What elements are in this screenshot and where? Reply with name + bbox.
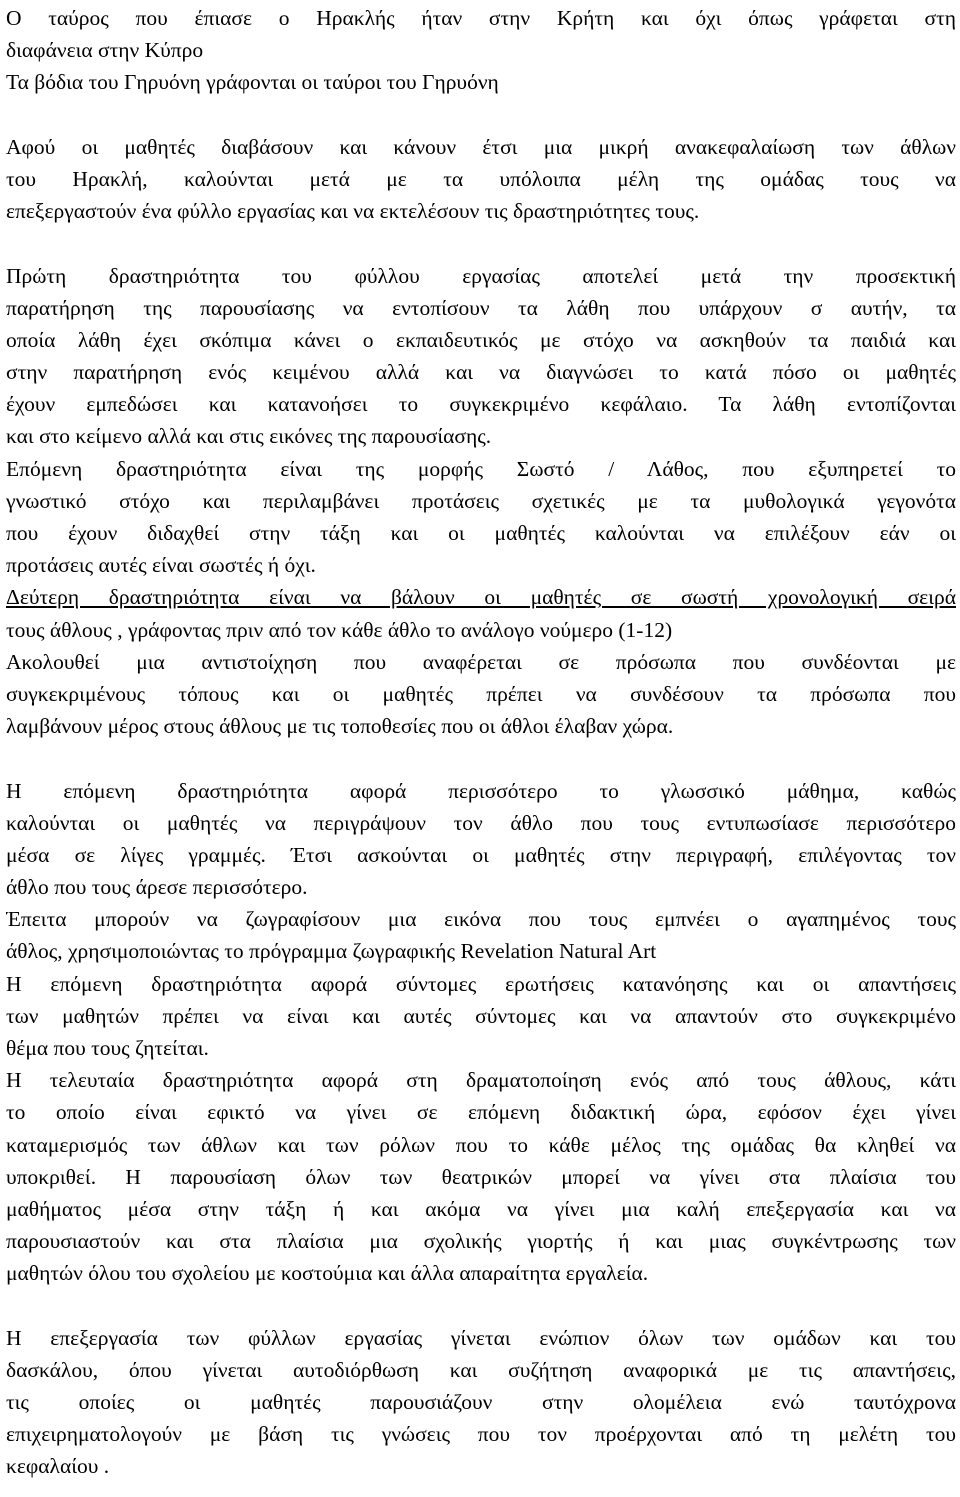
text-line: λαμβάνουν μέρος στους άθλους με τις τοποθεσίες που οι άθλοι έλαβαν χώρα. <box>6 714 674 739</box>
language-activities-paragraph <box>6 775 956 1290</box>
text-line: μαθητών όλου του σχολείου με κοστούμια και άλλα απαραίτητα εργαλεία. <box>6 1261 649 1286</box>
intro-paragraph <box>6 131 956 228</box>
text-line: υποκριθεί. Η παρουσίαση όλων των θεατρικών μπορεί να γίνει στα πλαίσια του <box>6 1164 956 1189</box>
text-line: μέσα σε λίγες γραμμές. Έτσι ασκούνται οι μαθητές στην περιγραφή, επιλέγοντας τον <box>6 842 956 867</box>
text-line: επεξεργαστούν ένα φύλλο εργασίας και να εκτελέσουν τις δραστηριότητες τους. <box>6 199 700 224</box>
text-line: παρουσιαστούν και στα πλαίσια μια σχολικής γιορτής ή και μιας συγκέντρωσης των <box>6 1229 956 1254</box>
text-line: καλούνται οι μαθητές να περιγράψουν τον άθλο που τους εντυπωσίασε περισσότερο <box>6 810 956 835</box>
text-line: δασκάλου, όπου γίνεται αυτοδιόρθωση και συζήτηση αναφορικά με τις απαντήσεις, <box>6 1357 956 1382</box>
text-line: Πρώτη δραστηριότητα του φύλλου εργασίας αποτελεί μετά την προσεκτική <box>6 263 956 288</box>
text-line: το οποίο είναι εφικτό να γίνει σε επόμενη διδακτική ώρα, εφόσον έχει γίνει <box>6 1100 956 1125</box>
text-line: Τα βόδια του Γηρυόνη γράφονται οι ταύροι του Γηρυόνη <box>6 70 499 95</box>
text-line: των μαθητών πρέπει να είναι και αυτές σύντομες και να απαντούν στο συγκεκριμένο <box>6 1003 956 1028</box>
text-line: προτάσεις αυτές είναι σωστές ή όχι. <box>6 553 316 578</box>
text-line: Ακολουθεί μια αντιστοίχηση που αναφέρεται σε πρόσωπα που συνδέονται με <box>6 649 956 674</box>
text-line: τις οποίες οι μαθητές παρουσιάζουν στην ολομέλεια ενώ ταυτόχρονα <box>6 1390 956 1415</box>
paragraph-gap <box>6 742 956 774</box>
paragraph-gap <box>6 99 956 131</box>
text-line: στην παρατήρηση ενός κειμένου αλλά και να διαγνώσει το κατά πόσο οι μαθητές <box>6 360 956 385</box>
text-line: Η επόμενη δραστηριότητα αφορά σύντομες ερωτήσεις κατανόησης και οι απαντήσεις <box>6 971 956 996</box>
text-line: διαφάνεια στην Κύπρο <box>6 38 204 63</box>
text-line: καταμερισμός των άθλων και των ρόλων που το κάθε μέλος της ομάδας θα κληθεί να <box>6 1132 956 1157</box>
text-line: παρατήρηση της παρουσίασης να εντοπίσουν τα λάθη που υπάρχουν σ αυτήν, τα <box>6 295 956 320</box>
text-line: Αφού οι μαθητές διαβάσουν και κάνουν έτσι μια μικρή ανακεφαλαίωση των άθλων <box>6 134 956 159</box>
text-line: επιχειρηματολογούν με βάση τις γνώσεις που τον προέρχονται από τη μελέτη του <box>6 1422 956 1447</box>
text-line: γνωστικό στόχο και περιλαμβάνει προτάσεις σχετικές με τα μυθολογικά γεγονότα <box>6 488 956 513</box>
underlined-text: Δεύτερη δραστηριότητα είναι να βάλουν οι μαθητές σε σωστή χρονολογική σειρά <box>6 585 956 610</box>
text-line: οποία λάθη έχει σκόπιμα κάνει ο εκπαιδευτικός με στόχο να ασκηθούν τα παιδιά και <box>6 327 956 352</box>
text-line: Η επόμενη δραστηριότητα αφορά περισσότερο το γλωσσικό μάθημα, καθώς <box>6 778 956 803</box>
text-line: που έχουν διδαχθεί στην τάξη και οι μαθητές καλούνται να επιλέξουν εάν οι <box>6 521 956 545</box>
text-line <box>6 581 956 613</box>
document-page <box>6 2 956 1483</box>
correction-notes <box>6 2 956 99</box>
text-line: Η τελευταία δραστηριότητα αφορά στη δραματοποίηση ενός από τους άθλους, κάτι <box>6 1068 956 1093</box>
text-line: έχουν εμπεδώσει και κατανοήσει το συγκεκριμένο κεφάλαιο. Τα λάθη εντοπίζονται <box>6 392 956 417</box>
text-line: Η επεξεργασία των φύλλων εργασίας γίνεται ενώπιον όλων των ομάδων και του <box>6 1325 956 1350</box>
text-line: άθλος, χρησιμοποιώντας το πρόγραμμα ζωγραφικής Revelation Natural Art <box>6 939 657 964</box>
text-line: του Ηρακλή, καλούνται μετά με τα υπόλοιπα μέλη της ομάδας τους να <box>6 166 956 191</box>
text-line: τους άθλους , γράφοντας πριν από τον κάθε άθλο το ανάλογο νούμερο (1-12) <box>6 617 673 642</box>
paragraph-gap <box>6 1290 956 1322</box>
text-line: μαθήματος μέσα στην τάξη ή και ακόμα να γίνει μια καλή επεξεργασία και να <box>6 1196 956 1221</box>
text-line: κεφαλαίου . <box>6 1454 110 1479</box>
text-line: Επόμενη δραστηριότητα είναι της μορφής Σωστό / Λάθος, που εξυπηρετεί το <box>6 456 956 481</box>
text-line: θέμα που τους ζητείται. <box>6 1036 209 1060</box>
text-line: Έπειτα μπορούν να ζωγραφίσουν μια εικόνα που τους εμπνέει ο αγαπημένος τους <box>6 907 956 932</box>
worksheet-review-paragraph <box>6 1322 956 1483</box>
text-line: Ο ταύρος που έπιασε ο Ηρακλής ήταν στην Κρήτη και όχι όπως γράφεται στη <box>6 6 956 30</box>
activities-paragraph <box>6 260 956 743</box>
text-line: άθλο που τους άρεσε περισσότερο. <box>6 875 308 900</box>
paragraph-gap <box>6 227 956 259</box>
text-line: και στο κείμενο αλλά και στις εικόνες της παρουσίασης. <box>6 424 492 449</box>
text-line: συγκεκριμένους τόπους και οι μαθητές πρέπει να συνδέσουν τα πρόσωπα που <box>6 681 956 706</box>
